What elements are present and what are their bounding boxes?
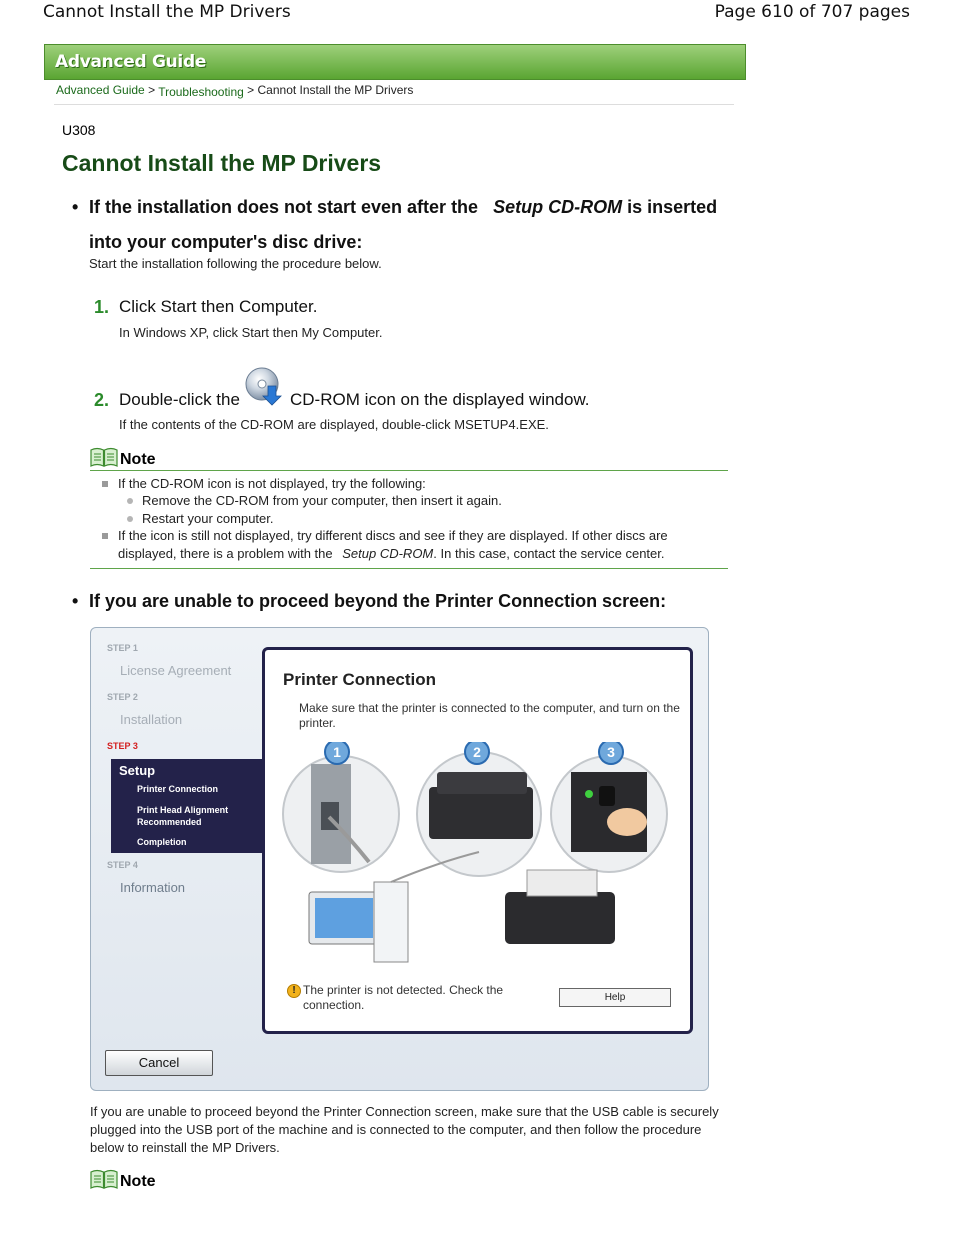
page-heading: Cannot Install the MP Drivers <box>62 150 382 176</box>
bullet-dot: • <box>72 591 79 611</box>
setup-item-head-alignment: Print Head Alignment <box>137 805 229 815</box>
note-bottom-rule <box>90 568 728 569</box>
note1-text: If the CD-ROM icon is not displayed, try the following: <box>118 476 426 491</box>
setup-title: Setup <box>119 763 156 778</box>
note1-option-a: Remove the CD-ROM from your computer, then insert it again. <box>142 493 502 508</box>
step1-number: 1. <box>94 297 110 317</box>
breadcrumb-divider <box>54 104 734 105</box>
square-bullet <box>102 481 108 487</box>
step1-text: Click Start then Computer. <box>119 297 318 316</box>
breadcrumb-separator: > <box>243 83 258 97</box>
callout-1: 1 <box>333 744 341 760</box>
note2-line2 <box>118 546 665 561</box>
note-header <box>90 1169 156 1191</box>
document-code: U308 <box>62 122 96 138</box>
step2-label: STEP 2 <box>107 692 138 702</box>
step2-text-b: CD-ROM icon on the displayed window. <box>290 390 590 409</box>
step1-subtext: In Windows XP, click Start then My Computer. <box>119 325 383 340</box>
breadcrumb-troubleshooting-link[interactable]: Troubleshooting <box>158 85 244 99</box>
setup-item-printer-connection: Printer Connection <box>137 784 219 794</box>
connection-illustration <box>279 742 679 972</box>
help-button[interactable]: Help <box>559 988 671 1007</box>
note2-text-end: . In this case, contact the service center. <box>433 546 665 561</box>
page-title-header: Cannot Install the MP Drivers <box>43 2 291 22</box>
step4-title: Information <box>120 880 186 895</box>
note2-text: displayed, there is a problem with the <box>118 546 337 561</box>
note-header <box>90 447 156 469</box>
section1-heading-text: If the installation does not start even after the <box>89 197 484 217</box>
note-book-icon <box>90 447 118 467</box>
note1-option-b: Restart your computer. <box>142 511 274 526</box>
note-label: Note <box>120 1173 156 1190</box>
breadcrumb-advanced-guide-link[interactable]: Advanced Guide <box>56 83 145 97</box>
note-label: Note <box>120 451 156 468</box>
page-header <box>0 0 954 26</box>
section1-heading <box>72 197 718 218</box>
section1-heading-line2: into your computer's disc drive: <box>89 232 363 252</box>
printer-connection-title: Printer Connection <box>283 670 437 689</box>
step3-label: STEP 3 <box>107 741 138 751</box>
section2-heading <box>72 591 667 612</box>
note2-italic: Setup CD-ROM <box>342 546 434 561</box>
section2-heading-text: If you are unable to proceed beyond the Printer Connection screen: <box>89 591 667 611</box>
note-top-rule <box>90 470 728 471</box>
printer-not-detected-message: The printer is not detected. Check the connection. <box>303 983 504 1012</box>
advanced-guide-banner <box>44 44 746 80</box>
circle-bullet <box>127 516 133 522</box>
section2-paragraph: If you are unable to proceed beyond the Printer Connection screen, make sure that the USB cable is securely plugged into the USB port of the machine and is connected to the computer, and then follow the procedure below to reinstall the MP Drivers. <box>90 1104 719 1155</box>
step2-title: Installation <box>120 712 183 727</box>
bullet-dot: • <box>72 197 79 217</box>
step1-title: License Agreement <box>120 663 232 678</box>
setup-item-completion: Completion <box>137 837 187 847</box>
installer-screenshot <box>90 627 709 1091</box>
setup-item-recommended: Recommended <box>137 817 202 827</box>
step2-text-a: Double-click the <box>119 390 240 409</box>
note2-line1: If the icon is still not displayed, try different discs and see if they are displayed. If other discs are <box>118 528 668 543</box>
printer-connection-description: Make sure that the printer is connected to the computer, and turn on the printer. <box>299 701 680 730</box>
advanced-guide-label: Advanced Guide <box>55 52 207 72</box>
printer-connection-panel <box>262 647 693 1034</box>
section1-heading-text-end: is inserted <box>622 197 718 217</box>
callout-2: 2 <box>473 744 481 760</box>
square-bullet <box>102 533 108 539</box>
note-book-icon <box>90 1169 118 1189</box>
step2-number: 2. <box>94 390 110 410</box>
setup-step-panel <box>111 759 263 853</box>
cd-rom-icon <box>244 366 284 406</box>
step4-label: STEP 4 <box>107 860 138 870</box>
callout-3: 3 <box>607 744 615 760</box>
warning-icon: ! <box>287 984 301 998</box>
circle-bullet <box>127 498 133 504</box>
breadcrumb-separator: > <box>144 83 159 97</box>
step2-subtext: If the contents of the CD-ROM are displayed, double-click MSETUP4.EXE. <box>119 417 549 432</box>
cancel-button[interactable]: Cancel <box>105 1050 213 1076</box>
breadcrumb-current: Cannot Install the MP Drivers <box>257 83 414 97</box>
breadcrumb <box>56 83 413 97</box>
page-counter: Page 610 of 707 pages <box>714 2 910 22</box>
step1-label: STEP 1 <box>107 643 138 653</box>
section1-heading-italic: Setup CD-ROM <box>493 197 623 217</box>
section1-intro: Start the installation following the procedure below. <box>89 256 382 271</box>
